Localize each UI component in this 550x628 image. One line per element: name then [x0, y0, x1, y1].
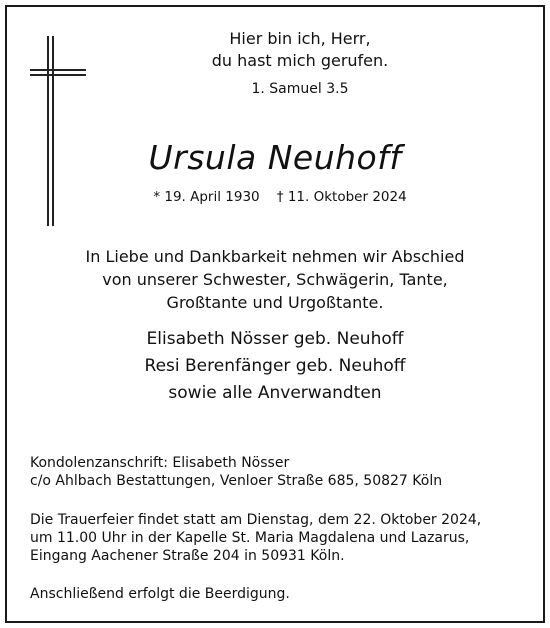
mourner-line: Elisabeth Nösser geb. Neuhoff — [146, 329, 404, 349]
condolence-line: c/o Ahlbach Bestattungen, Venloer Straße 685, 50827 Köln — [30, 473, 443, 489]
cross-icon — [28, 36, 88, 226]
service-info — [30, 511, 520, 565]
mourner-line: Resi Berenfänger geb. Neuhoff — [144, 356, 406, 376]
service-line: Die Trauerfeier findet statt am Dienstag, dem 22. Oktober 2024, — [30, 512, 482, 528]
mourners-list — [40, 326, 510, 407]
mourner-line: sowie alle Anverwandten — [168, 383, 382, 403]
life-dates: * 19. April 1930 † 11. Oktober 2024 — [153, 189, 407, 205]
intro-line: von unserer Schwester, Schwägerin, Tante, — [102, 270, 448, 289]
service-line: um 11.00 Uhr in der Kapelle St. Maria Magdalena und Lazarus, — [30, 530, 470, 546]
condolence-line: Kondolenzanschrift: Elisabeth Nösser — [30, 455, 290, 471]
burial-note: Anschließend erfolgt die Beerdigung. — [30, 586, 290, 602]
verse-line-2: du hast mich gerufen. — [211, 51, 389, 70]
service-line: Eingang Aachener Straße 204 in 50931 Köln. — [30, 548, 345, 564]
intro-line: Großtante und Urgoßtante. — [166, 293, 384, 312]
intro-line: In Liebe und Dankbarkeit nehmen wir Abschied — [85, 247, 465, 266]
intro-text — [40, 245, 510, 314]
condolence-address — [30, 454, 520, 490]
deceased-name: Ursula Neuhoff — [148, 138, 402, 177]
verse-reference: 1. Samuel 3.5 — [251, 81, 349, 97]
verse-line-1: Hier bin ich, Herr, — [229, 29, 371, 48]
